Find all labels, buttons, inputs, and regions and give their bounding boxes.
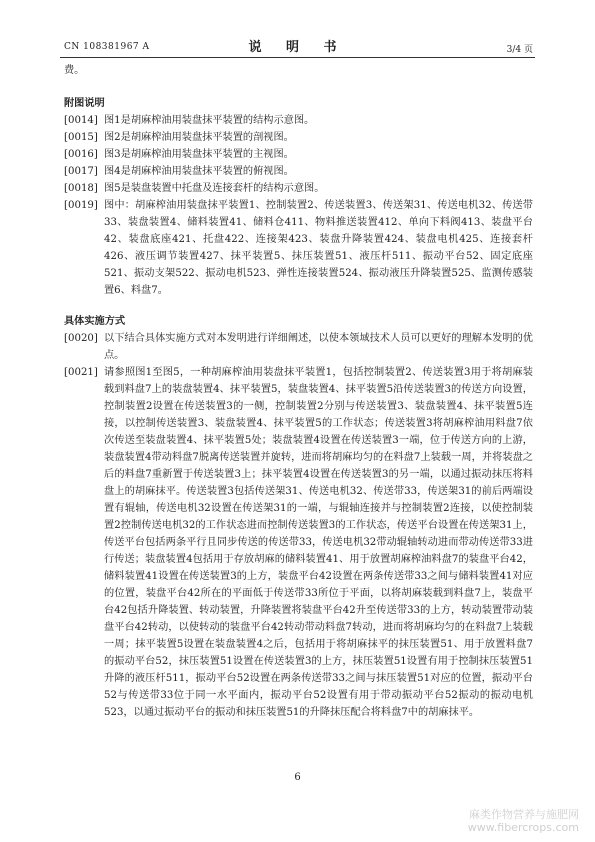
page-fraction: 3/4 页 [506,45,533,55]
paragraph-number: [0020] [64,333,98,344]
paragraph-number: [0014] [64,115,98,126]
paragraph-text: 请参照图1至图5，一种胡麻榨油用装盘抹平装置1，包括控制装置2、传送装置3用于将胡麻装载到料盘7上的装盘装置4、抹平装置5，装盘装置4、抹平装置5沿传送装置3的传送方向设置，控制装置2设置在传送装置3的一侧，控制装置2分别与传送装置3、装盘装置4、抹平装置5连接，以控制传送装置3、装盘装置4、抹平装置5的工作状态；传送装置3将胡麻榨油用料盘7依次传送至装盘装置4、抹平装置5处；装盘装置4设置在传送装置3一端，位于传送方向的上游，装盘装置4带动料盘7脱离传送装置并旋转，进而将胡麻均匀的在料盘7上装载一周，并将装盘之后的料盘7重新置于传送装置3上；抹平装置4设置在传送装置3的另一端，以通过振动抹压将料盘上的胡麻抹平。传送装置3包括传送架31、传送电机32、传送带33，传送架31的前后两端设置有辊轴，传送电机32设置在传送架31的一端，与辊轴连接并与控制装置2连接，以使控制装置2控制传送电机32的工作状态进而控制传送装置3的工作状态，传送平台设置在传送架31上，传送平台包括两条平行且同步传送的传送带33，传送电机32带动辊轴转动进而带动传送带33进行传送；装盘装置4包括用于存放胡麻的储料装置41、用于放置胡麻榨油料盘7的装盘平台42，储料装置41设置在传送装置3的上方，装盘平台42设置在两条传送带33之间与储料装置41对应的位置，装盘平台42所在的平面低于传送带33所位于平面，以将胡麻装载到料盘7上，装盘平台42包括升降装置、转动装置，升降装置将装盘平台42升至传送带33的上方，转动装置带动装盘平台42转动，以使转动的装盘平台42转动带动料盘7转动，进而将胡麻均匀的在料盘7上装载一周；抹平装置5设置在装盘装置4之后，包括用于将胡麻抹平的抹压装置51、用于放置料盘7的振动平台52，抹压装置51设置在传送装置3的上方，抹压装置51设置有用于控制抹压装置51升降的液压杆511，振动平台52设置在两条传送带33之间与抹压装置51对应的位置，振动平台52与传送带33位于同一水平面内，振动平台52设置有用于带动振动平台52振动的振动电机523，以通过振动平台的振动和抹压装置51的升降抹压配合将料盘7中的胡麻抹平。 [104,367,533,718]
paragraph [64,146,533,163]
paragraph-text: 图3是胡麻榨油用装盘抹平装置的主视图。 [104,149,294,160]
paragraph [64,364,533,721]
paragraph-number: [0021] [64,367,98,378]
paragraph-number: [0016] [64,149,98,160]
page-number: 6 [294,772,301,783]
paragraph-text: 图1是胡麻榨油用装盘抹平装置的结构示意图。 [104,115,315,126]
paragraph [64,129,533,146]
paragraph-text: 图中：胡麻榨油用装盘抹平装置1、控制装置2、传送装置3、传送架31、传送电机32、传送带33、装盘装置4、储料装置41、储料仓411、物料推送装置412、单向下料阀413、装盘平台42、装盘底座421、托盘422、连接架423、装盘升降装置424、装盘电机425、连接套杆426、液压调节装置427、抹平装置5、抹压装置51、液压杆511、振动平台52、固定底座521、振动支架522、振动电机523、弹性连接装置524、振动液压升降装置525、监测传感装置6、料盘7。 [104,200,533,296]
continued-text: 费。 [64,65,85,76]
paragraph [64,163,533,180]
watermark [468,808,579,834]
paragraph-number: [0018] [64,183,98,194]
paragraph-text: 以下结合具体实施方式对本发明进行详细阐述，以使本领域技术人员可以更好的理解本发明的优点。 [104,333,533,361]
paragraph [64,197,533,299]
patent-number: CN 108381967 A [64,42,150,52]
document-title: 说 明 书 [248,40,347,55]
paragraph-number: [0015] [64,132,98,143]
document-body [64,62,533,721]
header-rule [60,57,535,58]
paragraph-text: 图2是胡麻榨油用装盘抹平装置的剖视图。 [104,132,294,143]
paragraph [64,112,533,129]
watermark-url: www.fibercrops.com [467,821,579,834]
section-heading-figures: 附图说明 [64,97,105,109]
paragraph-number: [0017] [64,166,98,177]
paragraph-number: [0019] [64,200,98,211]
watermark-title: 麻类作物营养与施肥网 [469,808,579,821]
section-heading-embodiment: 具体实施方式 [64,315,126,327]
page-header [60,36,535,54]
paragraph-text: 图5是装盘装置中托盘及连接套杆的结构示意图。 [104,183,325,194]
paragraph [64,180,533,197]
paragraph-text: 图4是胡麻榨油用装盘抹平装置的俯视图。 [104,166,294,177]
paragraph [64,330,533,364]
